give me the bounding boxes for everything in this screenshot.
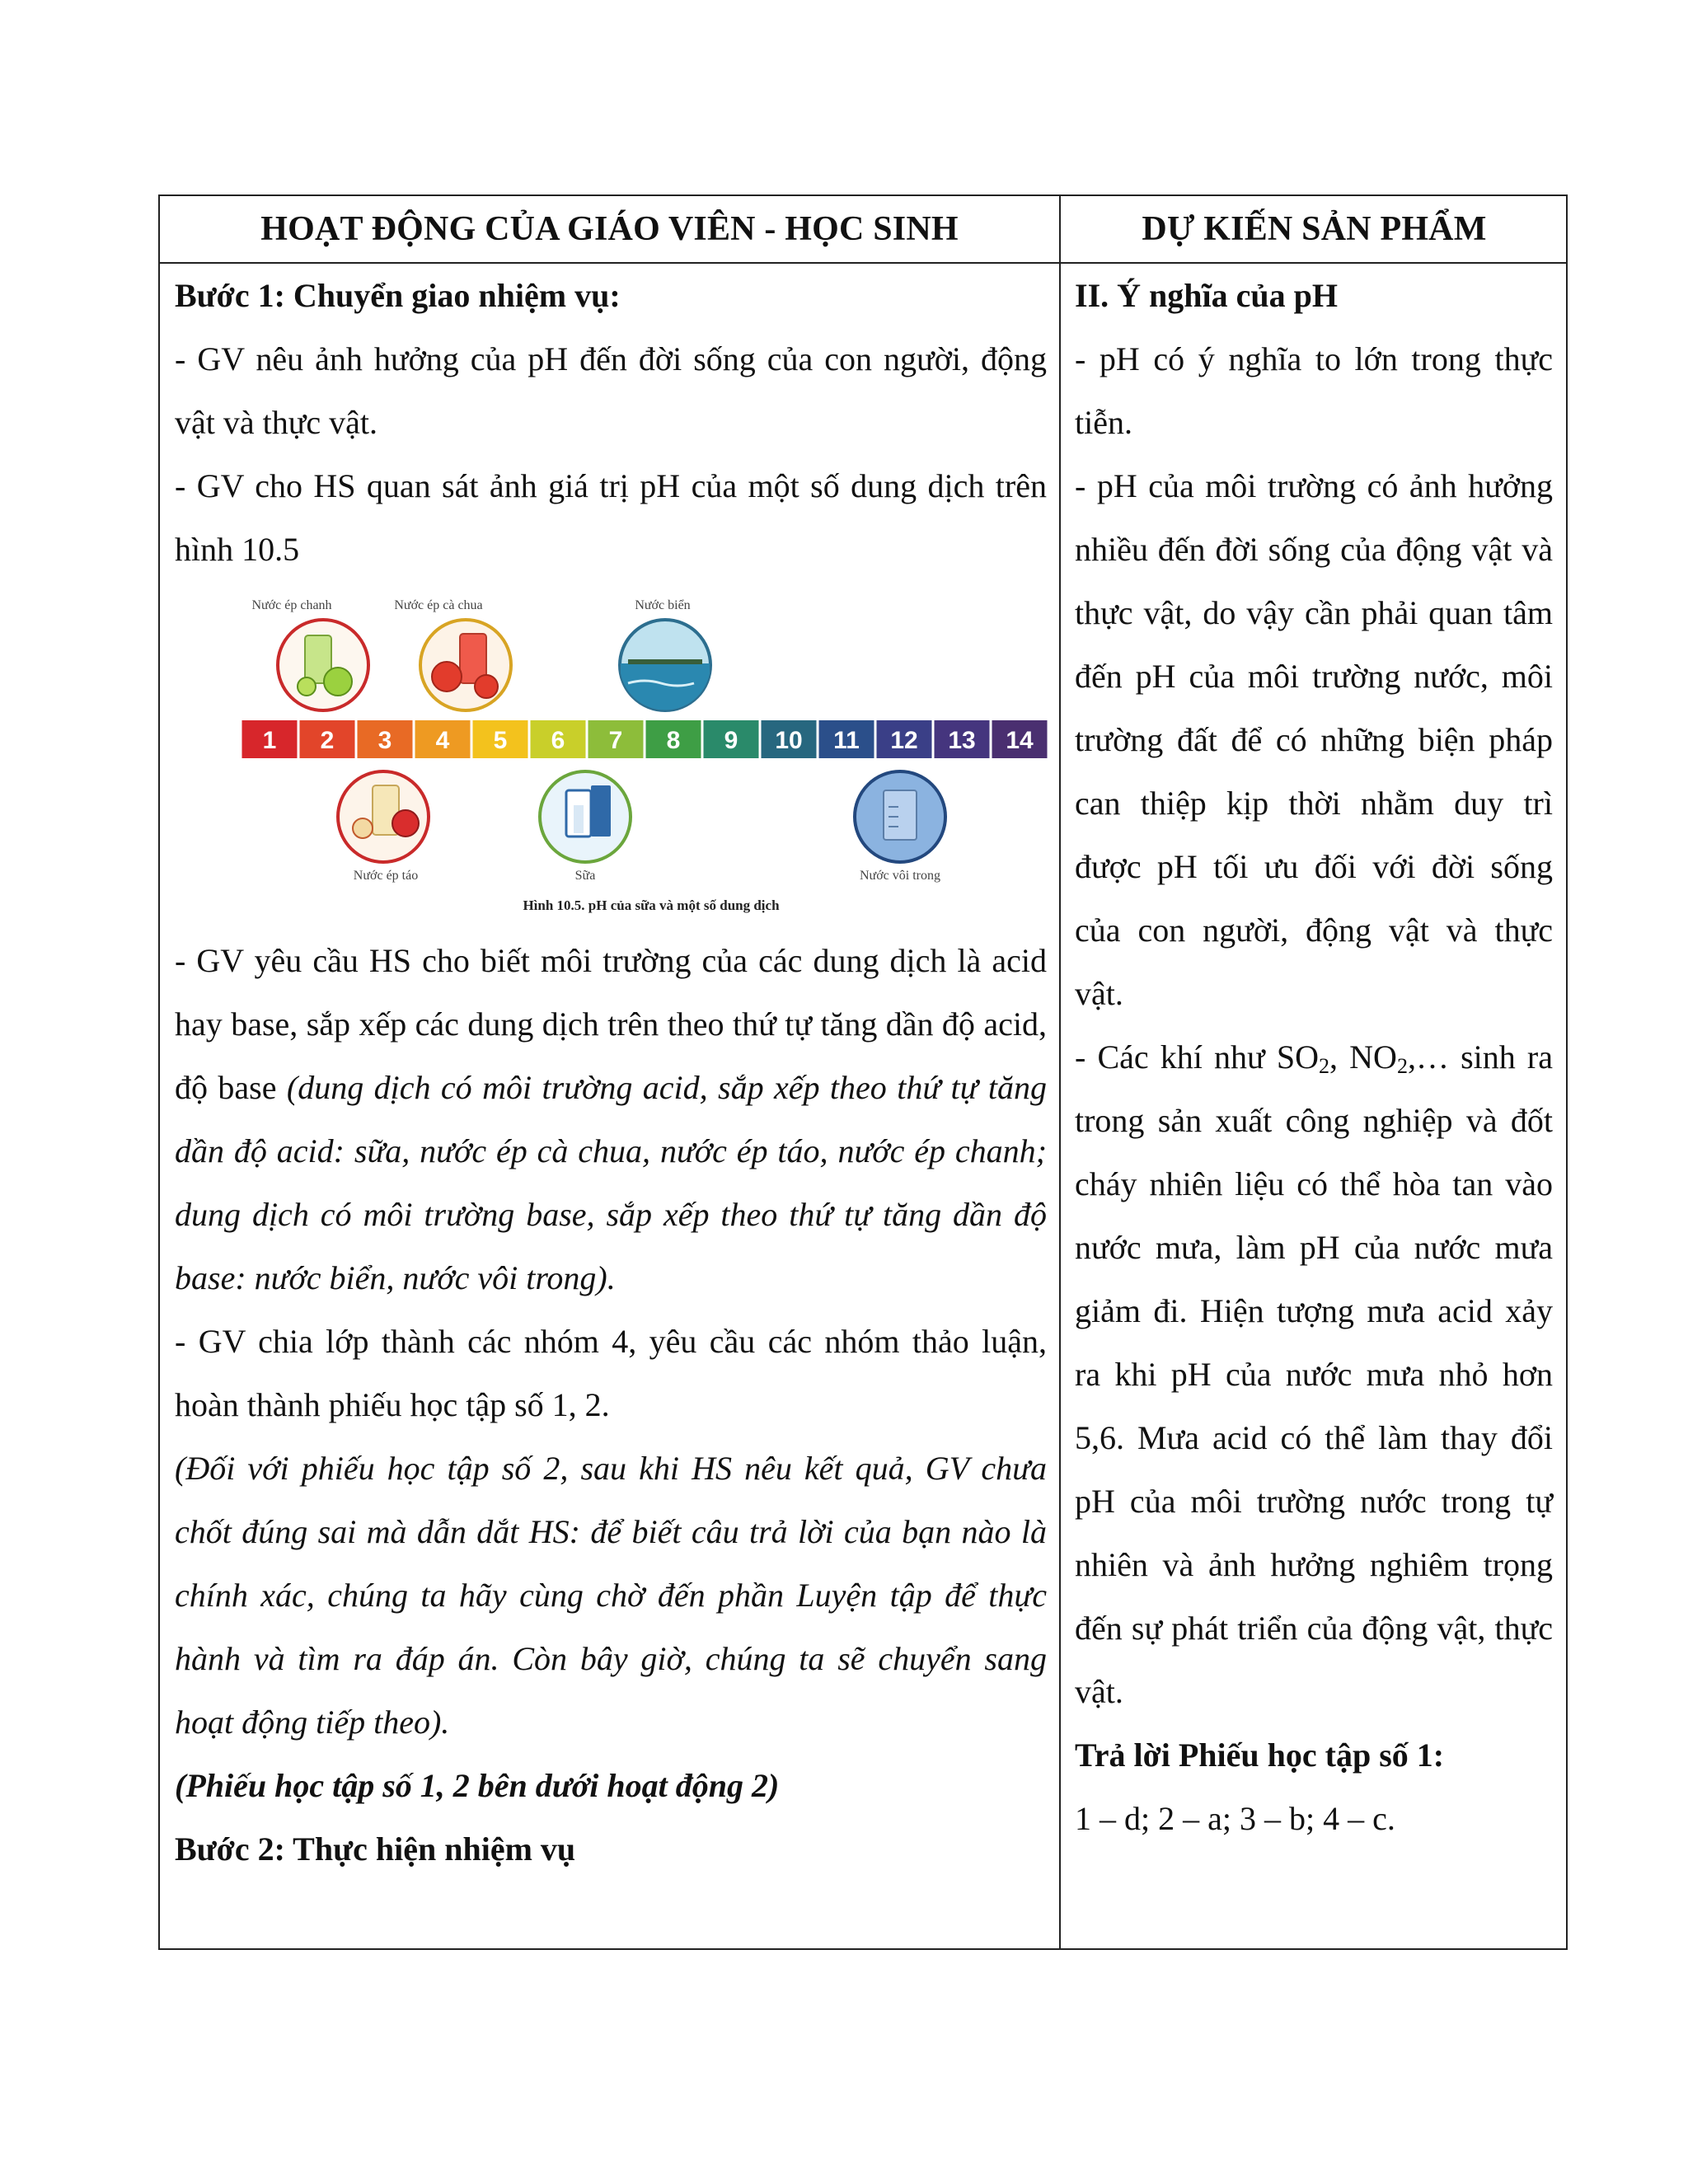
step1-title: Bước 1: Chuyển giao nhiệm vụ: <box>175 277 621 314</box>
label-tomato-juice: Nước ép cà chua <box>394 598 483 612</box>
label-apple-juice: Nước ép táo <box>353 869 419 883</box>
ph-label-12: 12 <box>890 727 918 754</box>
ph-label-3: 3 <box>377 727 392 754</box>
milk-icon <box>540 771 631 862</box>
ph-label-1: 1 <box>262 727 277 754</box>
r3-c: ,… sinh ra trong sản xuất công nghiệp và đốt cháy nhiên liệu có thể hòa tan vào nước mưa, làm pH của nước mưa giảm đi. Hiện tượng mưa acid xảy ra khi pH của nước mưa nhỏ hơn 5,6. Mưa acid có thể làm thay đổi pH của môi trường nước trong tự nhiên và ảnh hưởng nghiêm trọng đến sự phát triển của động vật, thực vật. <box>1075 1038 1553 1710</box>
ph-label-11: 11 <box>833 727 860 754</box>
left-paragraph-4: - GV chia lớp thành các nhóm 4, yêu cầu các nhóm thảo luận, hoàn thành phiếu học tập số 1, 2. <box>175 1323 1047 1423</box>
label-milk: Sữa <box>574 869 596 883</box>
left-paragraph-6: (Phiếu học tập số 1, 2 bên dưới hoạt động 2) <box>175 1767 780 1804</box>
label-lemon-juice: Nước ép chanh <box>251 598 332 612</box>
left-paragraph-5: (Đối với phiếu học tập số 2, sau khi HS nêu kết quả, GV chưa chốt đúng sai mà dẫn dắt HS: để biết câu trả lời của bạn nào là chính xác, chúng ta hãy cùng chờ đến phần Luyện tập để thực hành và tìm ra đáp án. Còn bây giờ, chúng ta sẽ chuyển sang hoạt động tiếp theo). <box>175 1450 1047 1741</box>
teacher-student-column <box>175 264 1047 1881</box>
ph-label-7: 7 <box>608 727 623 754</box>
ph-label-14: 14 <box>1006 727 1034 754</box>
apple-juice-icon <box>338 771 429 862</box>
left-paragraph-2: - GV cho HS quan sát ảnh giá trị pH của một số dung dịch trên hình 10.5 <box>175 467 1047 568</box>
expected-product-column <box>1075 264 1553 1850</box>
step2-title: Bước 2: Thực hiện nhiệm vụ <box>175 1830 576 1868</box>
right-paragraph-3 <box>1075 1025 1553 1723</box>
header-right: DỰ KIẾN SẢN PHẨM <box>1142 210 1487 248</box>
ph-label-9: 9 <box>724 727 738 754</box>
activity-table <box>158 194 1568 1950</box>
right-paragraph-2: - pH của môi trường có ảnh hưởng nhiều đến đời sống của động vật và thực vật, do vậy cần phải quan tâm đến pH của môi trường nước, môi trường đất để có những biện pháp can thiệp kịp thời nhằm duy trì được pH tối ưu đối với đời sống của con người, động vật và thực vật. <box>1075 467 1553 1012</box>
ph-figure <box>241 584 1048 929</box>
left-paragraph-3-italic: (dung dịch có môi trường acid, sắp xếp theo thứ tự tăng dần độ acid: sữa, nước ép cà chua, nước ép táo, nước ép chanh; dung dịch có môi trường base, sắp xếp theo thứ tự tăng dần độ base: nước biển, nước vôi trong). <box>175 1069 1047 1296</box>
answer-title: Trả lời Phiếu học tập số 1: <box>1075 1736 1445 1774</box>
limewater-icon <box>855 771 945 862</box>
header-left: HOẠT ĐỘNG CỦA GIÁO VIÊN - HỌC SINH <box>260 210 959 248</box>
r3-sub1: 2 <box>1319 1054 1330 1078</box>
r3-a: - Các khí như SO <box>1075 1038 1320 1076</box>
r3-sub2: 2 <box>1396 1054 1408 1078</box>
section-title: II. Ý nghĩa của pH <box>1075 277 1338 314</box>
left-paragraph-3-text: - GV yêu cầu HS cho biết môi trường của các dung dịch là acid hay base, sắp xếp các dung dịch trên theo thứ tự tăng dần độ acid, độ base <box>175 942 1047 1106</box>
figure-caption: Hình 10.5. pH của sữa và một số dung dịch <box>523 898 780 913</box>
label-sea-water: Nước biển <box>635 598 691 612</box>
lemon-juice-icon <box>278 620 368 710</box>
r3-b: , NO <box>1329 1038 1397 1076</box>
answer-text: 1 – d; 2 – a; 3 – b; 4 – c. <box>1075 1800 1395 1837</box>
left-paragraph-3 <box>175 929 1047 1310</box>
ph-label-10: 10 <box>775 727 803 754</box>
ph-label-6: 6 <box>551 727 565 754</box>
right-paragraph-1: - pH có ý nghĩa to lớn trong thực tiễn. <box>1075 340 1553 441</box>
left-paragraph-1: - GV nêu ảnh hưởng của pH đến đời sống của con người, động vật và thực vật. <box>175 340 1047 441</box>
label-limewater: Nước vôi trong <box>859 869 941 883</box>
ph-label-13: 13 <box>948 727 976 754</box>
sea-water-icon <box>620 620 710 710</box>
ph-label-5: 5 <box>493 727 508 754</box>
ph-label-2: 2 <box>320 727 335 754</box>
column-divider <box>1059 196 1061 1948</box>
tomato-juice-icon <box>420 620 511 710</box>
ph-label-8: 8 <box>666 727 681 754</box>
ph-label-4: 4 <box>435 727 450 754</box>
ph-scale-illustration <box>241 584 1048 929</box>
